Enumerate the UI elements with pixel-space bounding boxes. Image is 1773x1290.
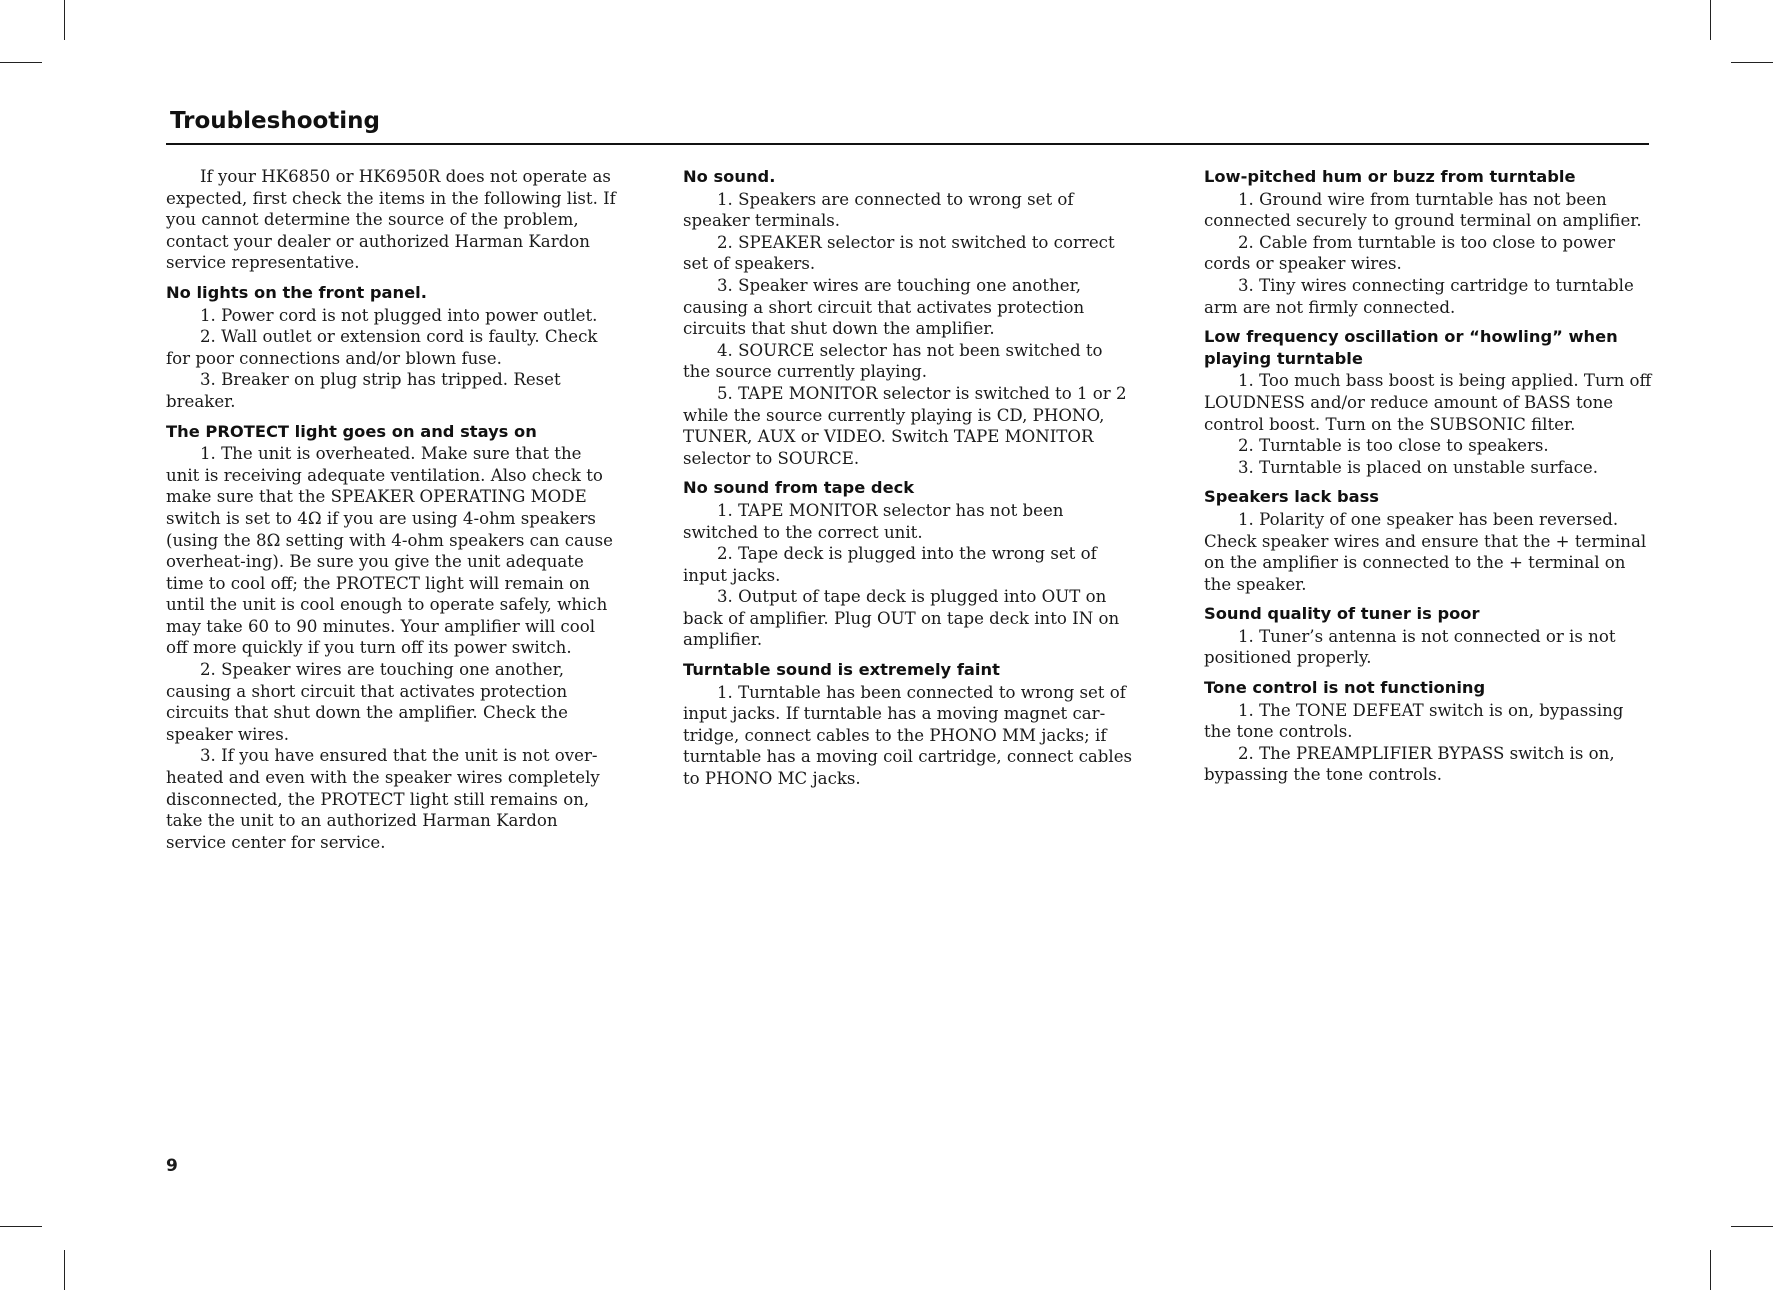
list-item: 2. SPEAKER selector is not switched to correct set of speakers. [683,232,1115,274]
crop-mark [64,1250,65,1290]
list-item: 3. Speaker wires are touching one another, causing a short circuit that activates protection circuits that shut down the amplifier. [683,275,1085,339]
crop-mark [1710,0,1711,40]
list-item: 5. TAPE MONITOR selector is switched to 1 or 2 while the source currently playing is CD, PHONO, TUNER, AUX or VIDEO. Switch TAPE MONITOR selector to SOURCE. [683,383,1127,468]
section-tone-control [1204,677,1654,786]
list-item: 2. Turntable is too close to speakers. [1238,436,1549,456]
section-heading: Turntable sound is extremely faint [683,660,1000,680]
crop-mark [1731,1226,1773,1227]
crop-mark [0,62,42,63]
section-heading: No sound. [683,167,776,186]
section-no-lights [166,282,616,413]
list-item: 1. The TONE DEFEAT switch is on, bypassing the tone controls. [1204,700,1624,742]
crop-mark [1710,1250,1711,1290]
list-item: 2. Cable from turntable is too close to power cords or speaker wires. [1204,232,1616,274]
crop-mark [64,0,65,40]
column-1 [166,166,616,853]
section-tuner-quality [1204,603,1654,669]
section-tape-deck [683,477,1133,651]
section-heading: Low-pitched hum or buzz from turntable [1204,167,1576,186]
list-item: 1. Ground wire from turntable has not been connected securely to ground terminal on amplifier. [1204,189,1642,231]
list-item: 2. Wall outlet or extension cord is faulty. Check for poor connections and/or blown fuse. [166,327,598,368]
list-item: 3. Breaker on plug strip has tripped. Reset breaker. [166,370,561,411]
list-item: 2. The PREAMPLIFIER BYPASS switch is on, bypassing the tone controls. [1204,743,1615,785]
section-hum-buzz [1204,166,1654,318]
intro-paragraph: If your HK6850 or HK6950R does not operate as expected, first check the items in the following list. If you cannot determine the source of the problem, contact your dealer or authorized Harman Kardon service representative. [166,167,616,273]
section-heading: Sound quality of tuner is poor [1204,604,1480,624]
section-heading: Tone control is not functioning [1204,678,1486,698]
crop-mark [1731,62,1773,63]
column-2 [683,166,1133,790]
list-item: 3. Tiny wires connecting cartridge to turntable arm are not firmly connected. [1204,275,1634,317]
section-turntable-faint [683,659,1133,790]
list-item: 4. SOURCE selector has not been switched to the source currently playing. [683,340,1103,382]
list-item: 1. The unit is overheated. Make sure that the unit is receiving adequate ventilation. Also check to make sure that the SPEAKER OPERATING MODE switch is set to 4Ω if you are using 4-ohm speakers (using the 8Ω setting with 4-ohm speakers can cause overheat-ing). Be sure you give the unit adequate time to cool off; the PROTECT light will remain on until the unit is cool enough to operate safely, which may take 60 to 90 minutes. Your amplifier will cool off more quickly if you turn off its power switch. [166,444,613,658]
section-heading: No sound from tape deck [683,478,915,498]
title-rule [166,143,1649,145]
section-lack-bass [1204,486,1654,595]
list-item: 1. Turntable has been connected to wrong set of input jacks. If turntable has a moving magnet car-tridge, connect cables to the PHONO MM jacks; if turntable has a moving coil cartridge, connect cables to PHONO MC jacks. [683,682,1133,789]
section-heading: Low frequency oscillation or “howling” when playing turntable [1204,327,1618,368]
list-item: 3. If you have ensured that the unit is not over-heated and even with the speaker wires completely disconnected, the PROTECT light still remains on, take the unit to an authorized Harman Kardon service center for service. [166,746,600,852]
section-heading: No lights on the front panel. [166,282,427,302]
list-item: 2. Tape deck is plugged into the wrong set of input jacks. [683,544,1097,585]
list-item: 3. Turntable is placed on unstable surface. [1238,457,1598,477]
list-item: 2. Speaker wires are touching one another, causing a short circuit that activates protection circuits that shut down the amplifier. Check the speaker wires. [166,660,568,744]
list-item: 1. Polarity of one speaker has been reversed. Check speaker wires and ensure that the + terminal on the amplifier is connected to the + terminal on the speaker. [1204,509,1647,594]
list-item: 1. Too much bass boost is being applied. Turn off LOUDNESS and/or reduce amount of BASS tone control boost. Turn on the SUBSONIC filter. [1204,371,1652,434]
list-item: 3. Output of tape deck is plugged into OUT on back of amplifier. Plug OUT on tape deck into IN on amplifier. [683,587,1120,650]
column-3 [1204,166,1654,786]
section-howling [1204,326,1654,478]
page-number: 9 [166,1156,178,1176]
crop-mark [0,1226,42,1227]
section-no-sound [683,166,1133,469]
page-title: Troubleshooting [170,108,381,134]
list-item: 1. Tuner’s antenna is not connected or is not positioned properly. [1204,626,1616,668]
list-item: 1. Power cord is not plugged into power outlet. [200,305,598,325]
section-heading: The PROTECT light goes on and stays on [166,421,537,441]
list-item: 1. Speakers are connected to wrong set of speaker terminals. [683,189,1074,231]
section-protect-light [166,421,616,854]
intro-section [166,166,616,274]
list-item: 1. TAPE MONITOR selector has not been switched to the correct unit. [683,500,1064,542]
section-heading: Speakers lack bass [1204,487,1379,507]
